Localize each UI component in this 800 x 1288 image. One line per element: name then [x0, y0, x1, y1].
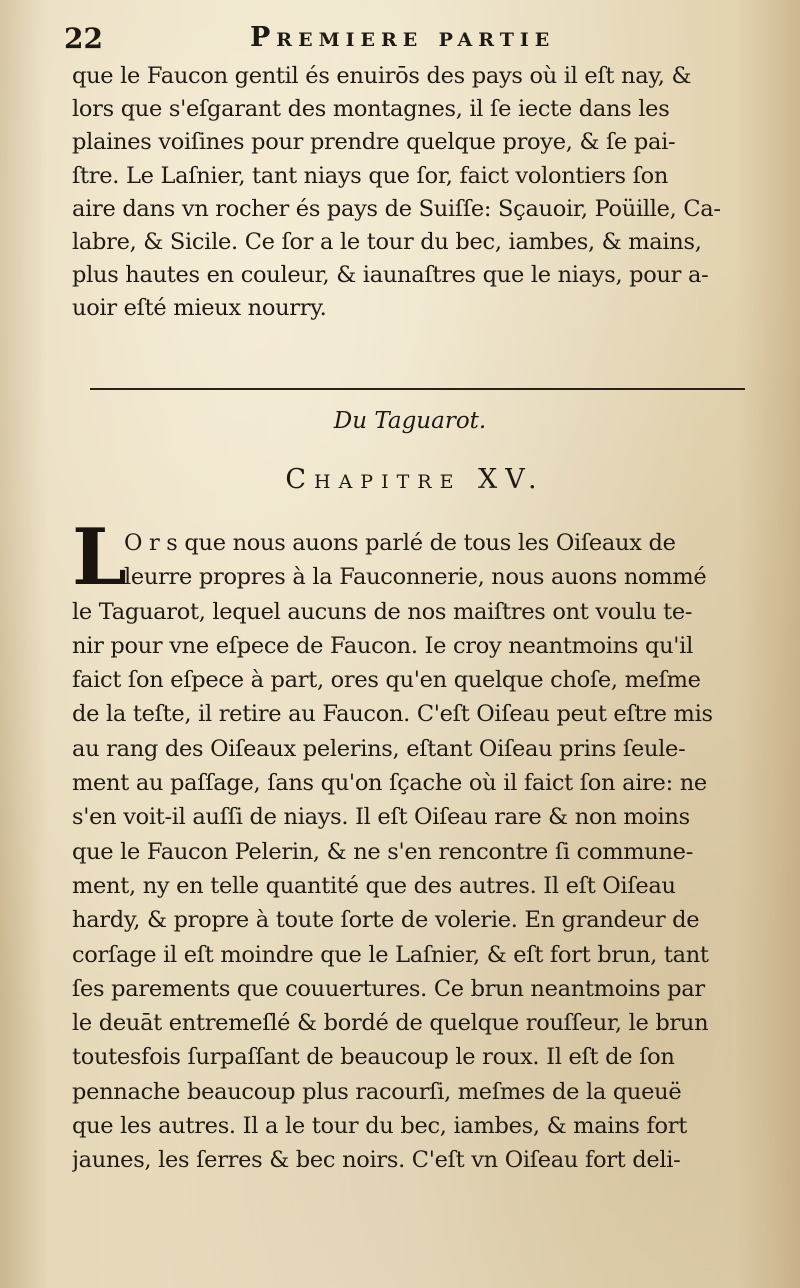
text-line: s'en voit-il auſſi de niays. Il eſt Oiſeau rare & non moins — [72, 804, 690, 831]
text-line: le deuāt entremeſlé & bordé de quelque rouſſeur, le brun — [72, 1010, 709, 1037]
text-line: au rang des Oiſeaux pelerins, eſtant Oiſeau prins ſeule- — [72, 735, 686, 762]
text-line: aire dans vn rocher és pays de Suiſſe: Sçauoir, Poüille, Ca- — [72, 195, 721, 222]
text-line: corſage il eſt moindre que le Laſnier, & eſt fort brun, tant — [72, 941, 709, 968]
text-line: ment, ny en telle quantité que des autres. Il eſt Oiſeau — [72, 872, 676, 899]
text-line: que le Faucon gentil és enuirōs des pays où il eſt nay, & — [72, 63, 692, 89]
text-line: toutesfois ſurpaſſant de beaucoup le roux. Il eſt de ſon — [72, 1044, 675, 1071]
text-line: pennache beaucoup plus racourſi, meſmes de la queuë — [72, 1078, 682, 1105]
section-title: Du Taguarot. — [333, 408, 487, 434]
text-line: le Taguarot, lequel aucuns de nos maiſtres ont voulu te- — [72, 598, 693, 625]
text-line: plus hautes en couleur, & iaunaſtres que le niays, pour a- — [72, 262, 709, 289]
text-line: que le Faucon Pelerin, & ne s'en rencontre ſi commune- — [72, 838, 693, 865]
page-number: 22 — [64, 22, 103, 55]
continued-paragraph — [72, 60, 762, 326]
text-line: leurre propres à la Fauconnerie, nous auons nommé — [124, 564, 707, 591]
text-line: nir pour vne eſpece de Faucon. Ie croy neantmoins qu'il — [72, 632, 693, 659]
text-line: jaunes, les ſerres & bec noirs. C'eſt vn Oiſeau fort deli- — [72, 1147, 681, 1174]
text-line: ſes parements que couuertures. Ce brun neantmoins par — [72, 975, 705, 1002]
drop-cap: L — [72, 512, 127, 603]
running-head-title: Premiere partie — [250, 22, 556, 53]
text-line: plaines voiſines pour prendre quelque proye, & ſe pai- — [72, 129, 676, 156]
section-divider — [90, 388, 745, 390]
text-line: uoir eſté mieux nourry. — [72, 295, 327, 322]
text-line: faict ſon eſpece à part, ores qu'en quelque choſe, meſme — [72, 667, 701, 694]
text-line: O r s que nous auons parlé de tous les Oiſeaux de — [124, 530, 676, 556]
chapter-title: Chapitre XV. — [285, 464, 545, 495]
text-line: labre, & Sicile. Ce ſor a le tour du bec, iambes, & mains, — [72, 228, 702, 255]
text-line: de la teſte, il retire au Faucon. C'eſt Oiſeau peut eſtre mis — [72, 701, 713, 728]
text-line: lors que s'eſgarant des montagnes, il ſe iecte dans les — [72, 96, 670, 123]
text-line: hardy, & propre à toute ſorte de volerie. En grandeur de — [72, 907, 700, 934]
running-head — [60, 18, 760, 58]
chapter-body — [72, 526, 762, 1178]
text-line: ment au paſſage, ſans qu'on ſçache où il faict ſon aire: ne — [72, 770, 707, 797]
text-line: ſtre. Le Laſnier, tant niays que ſor, faict volontiers ſon — [72, 162, 669, 189]
text-line: que les autres. Il a le tour du bec, iambes, & mains fort — [72, 1113, 687, 1140]
